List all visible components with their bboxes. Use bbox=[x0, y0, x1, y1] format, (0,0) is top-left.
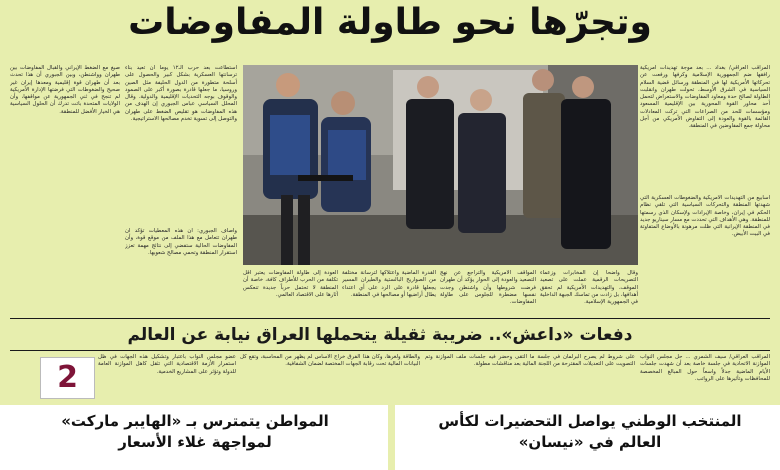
article-text: صيغ مع الضغط الإيراني والقبال المفاوضات بين طهران وواشنطن، وبين الجبوري أن هذا تحدث بعد أن طهران قوة إقليمية ومعدها إيران غير صحيح والضغوطات التي فرضتها الإدارة الأمريكية لم تنجح في ثني الجمهورية عن مواقفها، وأن الولايات المتحدة باتت تدرك أن الحلول السياسية هي الخيار الأفضل للمنطقة. bbox=[10, 65, 120, 115]
panel-headline-line: العالم في «نيسان» bbox=[518, 433, 662, 451]
panel-headline bbox=[10, 411, 380, 453]
article-column-left-center bbox=[125, 65, 237, 225]
article-column-bottom-right bbox=[640, 354, 770, 402]
article-column-under-2 bbox=[440, 270, 536, 312]
article-text: المواقف الأمريكية والتراجع عن نهج التصعيد والعودة إلى الحوار يؤكد أن طهران فرضت شروطها وأن واشنطن وجدت نفسها مضطرة للجلوس على طاولة المفاوضات. bbox=[440, 270, 536, 306]
article-column-under-4 bbox=[243, 270, 338, 312]
article-column-under-3 bbox=[342, 270, 436, 312]
article-text: القدرة الماضية واعتلاكها لترسانة مختلفة من الصواريخ البالستية والطيران المسير يجعلها قادرة على الرد على أي اعتداء يطال أراضيها أو مصالحها في المنطقة. bbox=[342, 270, 436, 298]
article-column-under-1 bbox=[540, 270, 638, 312]
divider bbox=[10, 318, 770, 319]
news-panel-right bbox=[395, 405, 780, 470]
article-text: على شروط لم يصرح البرلمان في جلسة ما التقى وحضر فيه جلسات ملف الموازنة وتم التصويت على التعديلات المقترحة من اللجنة المالية بعد مناقشات مطولة. bbox=[425, 354, 635, 368]
article-text: العودة إلى طاولة المفاوضات يعتبر أقل تكلفة من الحرب للأطراف كافة، خاصة أن المنطقة لا تحتمل حرباً جديدة تنعكس آثارها على الاقتصاد العالمي. bbox=[243, 270, 338, 298]
article-text: عضو مجلس النواب باعتبار وتشكيل هذه الجهات في ظل استمرار الأزمة الاقتصادية التي تثقل كاهل الموازنة العامة للدولة وتؤثر على المشاريع الخدمية. bbox=[98, 354, 236, 375]
panel-headline bbox=[405, 411, 775, 453]
article-column-bottom-left bbox=[98, 354, 236, 402]
article-column-bottom-center-2 bbox=[240, 354, 420, 402]
article-text: وأصاف الجبوري: أن هذه المعطيات تؤكد أن طهران تتعامل مع هذا الملف من موقع قوة، وأن المفاوضات الحالية ستفضي إلى نتائج مهمة تعزز استقرار المنطقة وتحمي مصالح شعوبها. bbox=[125, 228, 237, 256]
article-text: وقال واضحاً إن المخابرات وزعماء التصريحات الرقمية عملت على تصعيد الموقف، والتهديدات الأمريكية لم تحقق أهدافها، بل زادت من تماسك الجبهة الداخلية في الجمهورية الإسلامية. bbox=[540, 270, 638, 306]
article-text: المراقب العراقي/ سيف الشمري ... حل مجلس النواب الموازنة الاتحادية في جلسة خاصة بعد أن شهدت جلسات الأيام الماضية جدلاً واسعاً حول المبالغ المخصصة للمحافظات وتأثيرها على الرواتب. bbox=[640, 354, 770, 382]
panel-headline-line: المنتخب الوطني يواصل التحضيرات لكأس bbox=[438, 412, 742, 430]
article-column-right-bottom bbox=[640, 195, 770, 310]
news-panel-left bbox=[0, 405, 388, 470]
panel-headline-line: المواطن يتمترس بـ «الهايبر ماركت» bbox=[61, 412, 329, 430]
article-column-bottom-center bbox=[425, 354, 635, 402]
article-column-left bbox=[10, 65, 120, 310]
article-text: أسابيع من التهديدات الأمريكية والضغوطات العسكرية التي شهدتها المنطقة والتحركات السياسية التي تلقي نظام الحكم في إيران، وخاصة الإيرادات ولإسكان الذي رسمتها للمنطقة. وهي الأهداف التي تحددت مع مسار سيناريو جديد في المنطقة الإيرانية التي ظلت مرهونة بالأوضاع المتفاوتة في البيت الأبيض. bbox=[640, 195, 770, 238]
article-column-right bbox=[640, 65, 770, 190]
main-headline: وتجرّها نحو طاولة المفاوضات bbox=[128, 2, 652, 43]
news-photo bbox=[243, 65, 638, 265]
page-number-badge: 2 bbox=[40, 357, 95, 399]
article-column-left-bottom bbox=[125, 228, 237, 310]
article-text: المراقب العراقي/ بغداد ... بعد موجة تهديدات أمريكية رافقها ضم الجمهورية الإسلامية وكرفها ورفعت عن تحركاتها الأمريكية لها في المنطقة ورسائل قضية السلام السياسية في الشرق الأوسط، تحولت طهران وانقلبت الطاولة لصالح حدة ومعاود المفاوضات والاستعراض لتحمل أحد محاور القوة المحورية بين الإقليمية المسعود ومؤسسات للحد من الصراعات التي تركت المعادلات القائمة بالقوة والعودة إلى التفاوض الأمريكي من أجل محاولة جمع المفاوضين في المنطقة. bbox=[640, 65, 770, 130]
photo-illustration bbox=[243, 65, 638, 265]
section-headline: دفعات «داعش».. ضريبة ثقيلة يتحملها العراق نيابة عن العالم bbox=[127, 325, 633, 345]
article-text: استطاعت بعد حرب الـ١٢ يوماً أن تعيد بناء ترسانتها العسكرية بشكل كبير والحصول على أسلحة متطورة من الدول الحليفة مثل الصين وروسيا، ما جعلها قادرة بصورة أكبر على الصمود والوقوف بوجه التحديات الإقليمية والدولية. وقال المحلل السياسي عباس الجبوري إن الهدف من هذه المفاوضات هو تقليص الضغط على طهران والتوصل إلى تسوية تخدم مصالحها الاستراتيجية. bbox=[125, 65, 237, 123]
article-text: والطاقة ولغرها، وكان هذا الفرق خراج الأساس لم يظهر من المحاسبة، وتقع كل البيانات المالية تحت رقابة الجهات المختصة لضمان الشفافية. bbox=[240, 354, 420, 368]
panel-headline-line: لمواجهة غلاء الأسعار bbox=[118, 433, 272, 451]
divider bbox=[10, 350, 770, 351]
